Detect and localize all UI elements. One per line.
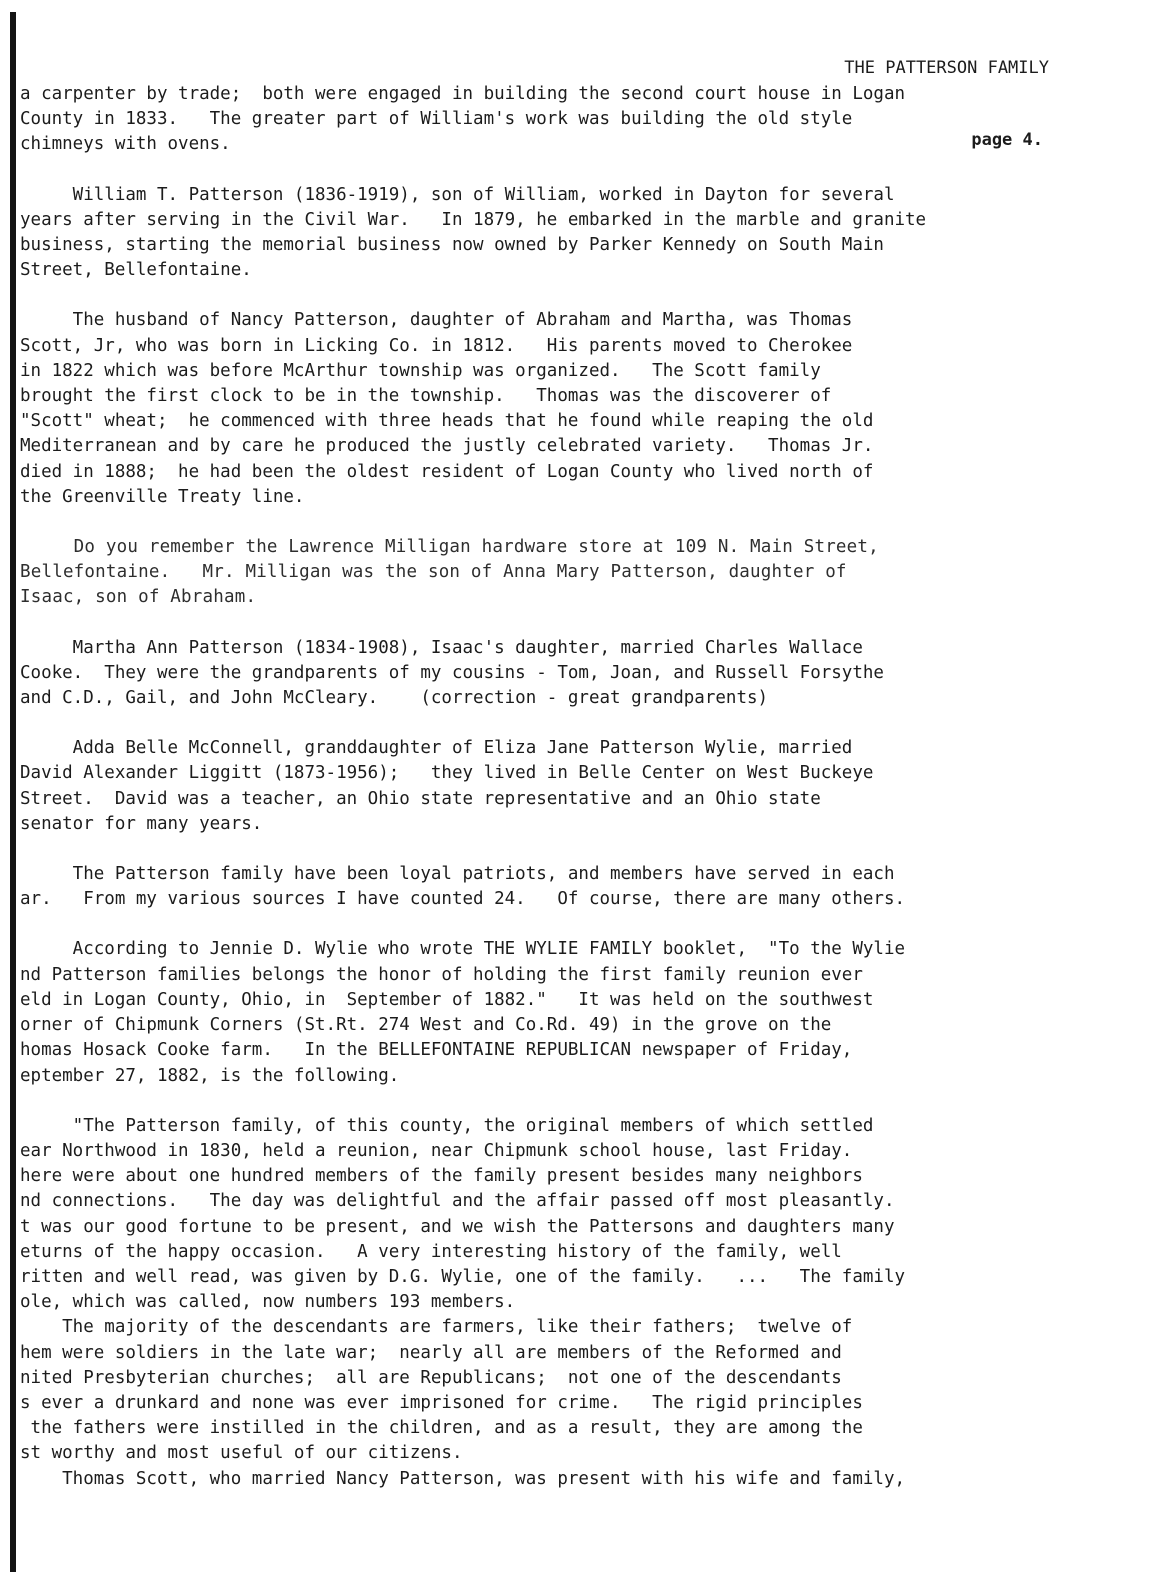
paragraph: [20, 183, 1150, 284]
text-line: Thomas Scott, who married Nancy Patterson, was present with his wife and family,: [20, 1468, 906, 1489]
text-line: Cooke. They were the grandparents of my cousins - Tom, Joan, and Russell Forsythe: [20, 662, 884, 683]
text-line: Scott, Jr, who was born in Licking Co. in 1812. His parents moved to Cherokee: [20, 335, 853, 356]
text-line: The majority of the descendants are farmers, like their fathers; twelve of: [20, 1317, 853, 1338]
text-line: The Patterson family have been loyal patriots, and members have served in each: [20, 864, 895, 885]
text-line: nd Patterson families belongs the honor of holding the first family reunion ever: [20, 964, 863, 985]
paragraph: [20, 937, 1150, 1088]
text-line: t was our good fortune to be present, and we wish the Pattersons and daughters many: [20, 1216, 895, 1237]
text-line: ritten and well read, was given by D.G. Wylie, one of the family. ... The family: [20, 1266, 906, 1287]
text-line: st worthy and most useful of our citizens.: [20, 1443, 463, 1464]
text-line: business, starting the memorial business now owned by Parker Kennedy on South Main: [20, 235, 884, 256]
text-line: died in 1888; he had been the oldest resident of Logan County who lived north of: [20, 461, 874, 482]
text-line: eptember 27, 1882, is the following.: [20, 1065, 400, 1086]
text-line: Adda Belle McConnell, granddaughter of Eliza Jane Patterson Wylie, married: [20, 738, 853, 759]
text-line: "Scott" wheat; he commenced with three heads that he found while reaping the old: [20, 411, 874, 432]
text-line: s ever a drunkard and none was ever imprisoned for crime. The rigid principles: [20, 1392, 863, 1413]
text-line: eturns of the happy occasion. A very interesting history of the family, well: [20, 1241, 842, 1262]
text-line: senator for many years.: [20, 813, 263, 834]
text-line: "The Patterson family, of this county, the original members of which settled: [20, 1115, 874, 1136]
text-line: nd connections. The day was delightful and the affair passed off most pleasantly.: [20, 1191, 895, 1212]
text-line: hem were soldiers in the late war; nearly all are members of the Reformed and: [20, 1342, 842, 1363]
text-line: David Alexander Liggitt (1873-1956); they lived in Belle Center on West Buckeye: [20, 763, 874, 784]
text-line: eld in Logan County, Ohio, in September of 1882." It was held on the southwest: [20, 989, 874, 1010]
text-line: County in 1833. The greater part of William's work was building the old style: [20, 109, 853, 130]
text-line: the Greenville Treaty line.: [20, 486, 305, 507]
paragraph: [20, 636, 1150, 712]
text-line: here were about one hundred members of the family present besides many neighbors: [20, 1166, 863, 1187]
text-line: Street, Bellefontaine.: [20, 260, 252, 281]
text-line: Bellefontaine. Mr. Milligan was the son of Anna Mary Patterson, daughter of: [20, 562, 847, 583]
text-line: ole, which was called, now numbers 193 members.: [20, 1292, 516, 1313]
text-line: a carpenter by trade; both were engaged in building the second court house in Logan: [20, 84, 906, 104]
text-line: nited Presbyterian churches; all are Republicans; not one of the descendants: [20, 1367, 842, 1388]
text-line: the fathers were instilled in the children, and as a result, they are among the: [20, 1418, 863, 1439]
text-line: William T. Patterson (1836-1919), son of William, worked in Dayton for several: [20, 184, 895, 205]
text-line: ar. From my various sources I have counted 24. Of course, there are many others.: [20, 889, 906, 910]
text-line: Street. David was a teacher, an Ohio state representative and an Ohio state: [20, 788, 821, 809]
page-number: page 4.: [971, 130, 1043, 150]
text-line: years after serving in the Civil War. In 1879, he embarked in the marble and granite: [20, 209, 927, 230]
paragraph: [20, 862, 1150, 912]
text-line: and C.D., Gail, and John McCleary. (correction - great grandparents): [20, 688, 769, 709]
text-line: homas Hosack Cooke farm. In the BELLEFONTAINE REPUBLICAN newspaper of Friday,: [20, 1040, 853, 1061]
text-line: Martha Ann Patterson (1834-1908), Isaac's daughter, married Charles Wallace: [20, 637, 863, 658]
text-line: in 1822 which was before McArthur township was organized. The Scott family: [20, 360, 821, 381]
text-line: orner of Chipmunk Corners (St.Rt. 274 West and Co.Rd. 49) in the grove on the: [20, 1015, 832, 1036]
text-line: Isaac, son of Abraham.: [20, 587, 257, 608]
text-line: ear Northwood in 1830, held a reunion, near Chipmunk school house, last Friday.: [20, 1140, 853, 1161]
document-body: [20, 82, 1150, 1492]
text-line: chimneys with ovens.: [20, 134, 231, 155]
text-line: According to Jennie D. Wylie who wrote THE WYLIE FAMILY booklet, "To the Wylie: [20, 939, 906, 960]
text-line: The husband of Nancy Patterson, daughter of Abraham and Martha, was Thomas: [20, 310, 853, 331]
text-line: brought the first clock to be in the township. Thomas was the discoverer of: [20, 386, 832, 407]
header-title: THE PATTERSON FAMILY: [844, 58, 1049, 78]
paragraph: [20, 82, 1150, 158]
text-line: Mediterranean and by care he produced the justly celebrated variety. Thomas Jr.: [20, 436, 874, 457]
text-line: Do you remember the Lawrence Milligan hardware store at 109 N. Main Street,: [20, 537, 879, 558]
binding-edge: [10, 12, 16, 1572]
paragraph: [20, 308, 1150, 510]
paragraph: [20, 1114, 1150, 1492]
paragraph: [20, 535, 1150, 611]
paragraph: [20, 736, 1150, 837]
